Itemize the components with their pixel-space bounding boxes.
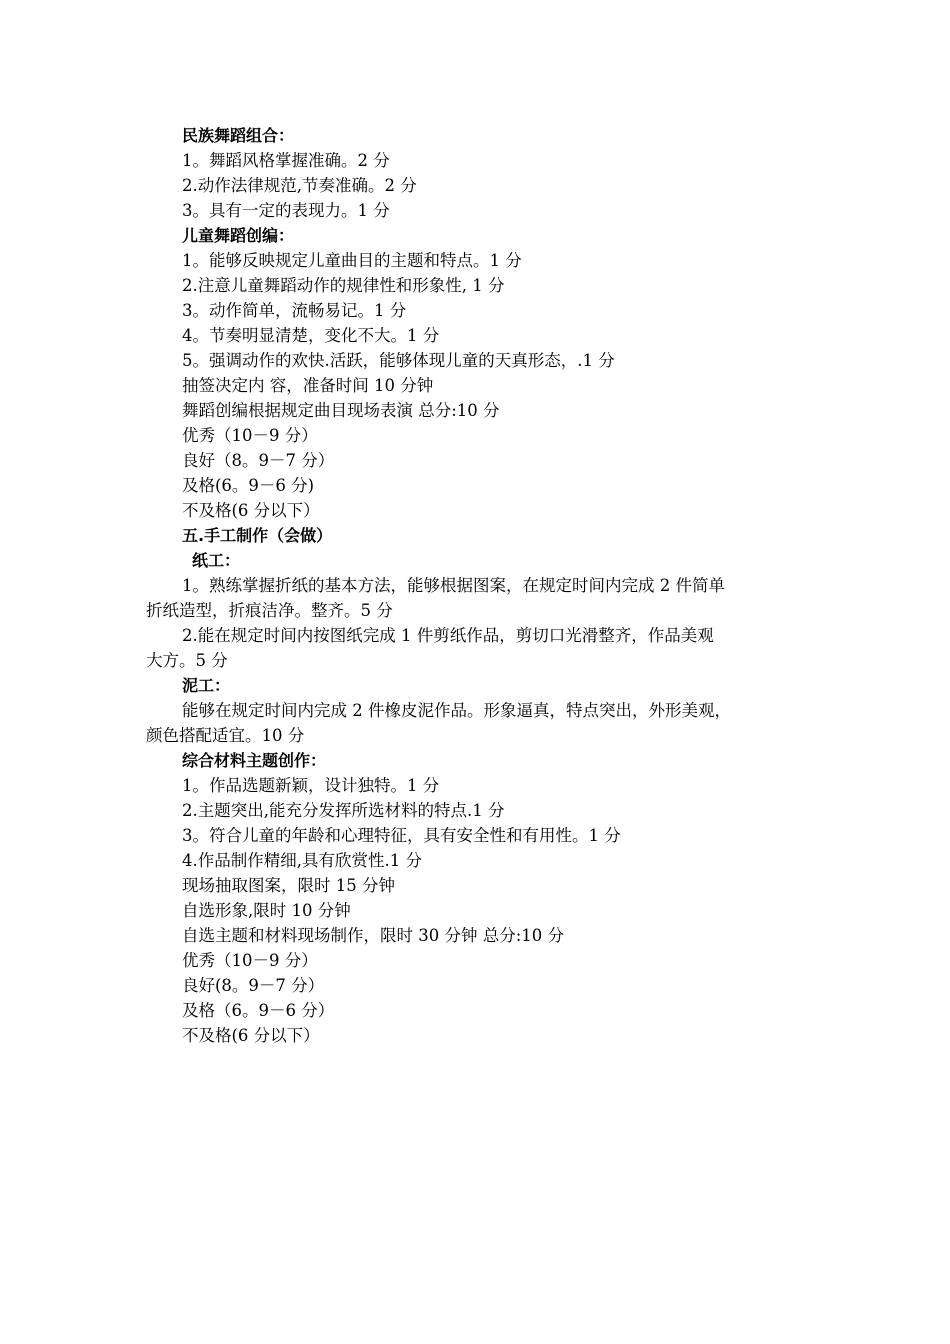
text-line: 抽签决定内 容，准备时间 10 分钟 [182, 376, 434, 395]
text-line: 2.主题突出,能充分发挥所选材料的特点.1 分 [182, 801, 505, 820]
text-line: 1。能够反映规定儿童曲目的主题和特点。1 分 [182, 251, 522, 270]
text-line: 3。符合儿童的年龄和心理特征，具有安全性和有用性。1 分 [182, 826, 621, 845]
document-body [146, 123, 826, 1048]
section-heading: 民族舞蹈组合： [182, 126, 295, 145]
text-line: 2.注意儿童舞蹈动作的规律性和形象性, 1 分 [182, 276, 505, 295]
text-line: 不及格(6 分以下） [182, 1026, 320, 1045]
text-line: 自选形象,限时 10 分钟 [182, 901, 351, 920]
text-line: 现场抽取图案，限时 15 分钟 [182, 876, 395, 895]
text-line: 2.能在规定时间内按图纸完成 1 件剪纸作品，剪切口光滑整齐，作品美观 [182, 626, 714, 645]
text-line: 舞蹈创编根据规定曲目现场表演 总分:10 分 [182, 401, 500, 420]
text-line: 自选主题和材料现场制作，限时 30 分钟 总分:10 分 [182, 926, 565, 945]
text-line: 良好(8。9－7 分） [182, 976, 325, 995]
text-line: 及格（6。9－6 分） [182, 1001, 335, 1020]
text-line: 1。熟练掌握折纸的基本方法，能够根据图案，在规定时间内完成 2 件简单 [182, 576, 725, 595]
section-heading: 泥工： [182, 676, 231, 695]
text-line: 颜色搭配适宜。10 分 [146, 726, 305, 745]
text-line: 3。具有一定的表现力。1 分 [182, 201, 390, 220]
text-line: 良好（8。9－7 分） [182, 451, 335, 470]
text-line: 及格(6。9－6 分) [182, 476, 315, 495]
text-line: 3。动作简单，流畅易记。1 分 [182, 301, 407, 320]
section-heading: 五.手工制作（会做） [182, 526, 333, 545]
text-line: 大方。5 分 [146, 651, 228, 670]
section-heading: 纸工： [192, 551, 241, 570]
text-line: 优秀（10－9 分） [182, 426, 318, 445]
section-heading: 综合材料主题创作： [182, 751, 327, 770]
text-line: 4。节奏明显清楚，变化不大。1 分 [182, 326, 440, 345]
text-line: 5。强调动作的欢快.活跃，能够体现儿童的天真形态，.1 分 [182, 351, 615, 370]
text-line: 不及格(6 分以下） [182, 501, 320, 520]
text-line: 能够在规定时间内完成 2 件橡皮泥作品。形象逼真，特点突出，外形美观， [182, 701, 731, 720]
text-line: 优秀（10－9 分） [182, 951, 318, 970]
text-line: 1。舞蹈风格掌握准确。2 分 [182, 151, 390, 170]
text-line: 2.动作法律规范,节奏准确。2 分 [182, 176, 417, 195]
text-line: 折纸造型，折痕洁净。整齐。5 分 [146, 601, 393, 620]
section-heading: 儿童舞蹈创编： [182, 226, 295, 245]
text-line: 1。作品选题新颖，设计独特。1 分 [182, 776, 440, 795]
text-line: 4.作品制作精细,具有欣赏性.1 分 [182, 851, 422, 870]
